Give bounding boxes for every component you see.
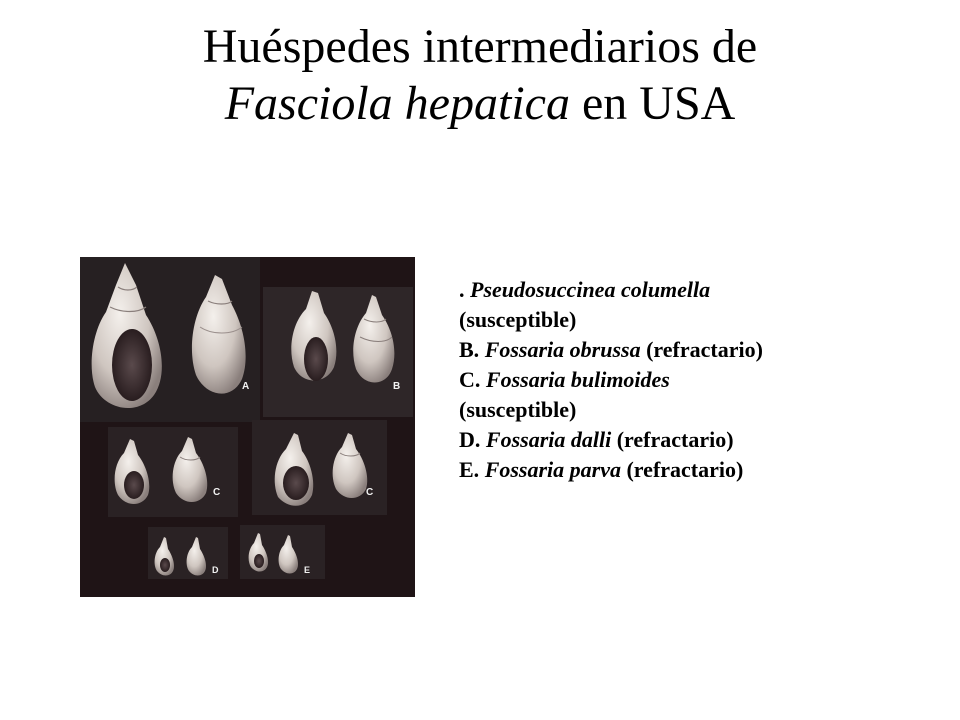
caption-line-7 <box>459 455 939 485</box>
title-location: en USA <box>569 77 736 130</box>
slide-title <box>0 18 960 132</box>
title-species: Fasciola hepatica <box>224 77 570 130</box>
caption-prefix: D. <box>459 427 486 452</box>
panel-label-c2: C <box>366 487 374 498</box>
caption-line-1 <box>459 275 939 305</box>
title-line-1: Huéspedes intermediarios de <box>202 20 758 73</box>
panel-label-e: E <box>304 565 311 575</box>
caption-species: Fossaria bulimoides <box>485 367 670 392</box>
caption-suffix: (refractario) <box>640 337 763 362</box>
panel-label-d: D <box>212 565 219 575</box>
panel-label-a: A <box>242 381 250 392</box>
caption-species: Pseudosuccinea columella <box>470 277 711 302</box>
caption-suffix: (refractario) <box>620 457 744 482</box>
snail-shells-illustration <box>80 257 415 597</box>
caption-species: Fossaria parva <box>484 457 621 482</box>
snail-shells-photo <box>80 257 415 597</box>
caption-prefix: E. <box>459 457 485 482</box>
caption-species: Fossaria dalli <box>485 427 612 452</box>
caption-suffix: (susceptible) <box>459 397 577 422</box>
caption-suffix: (refractario) <box>611 427 734 452</box>
caption-line-5 <box>459 395 939 425</box>
species-caption-list <box>459 275 939 485</box>
caption-prefix: . <box>459 277 470 302</box>
panel-label-c1: C <box>213 487 221 498</box>
caption-suffix: (susceptible) <box>459 307 577 332</box>
caption-line-3 <box>459 335 939 365</box>
caption-species: Fossaria obrussa <box>484 337 641 362</box>
panel-c2-background <box>252 420 387 515</box>
title-line-2 <box>0 75 960 132</box>
caption-line-4 <box>459 365 939 395</box>
caption-line-6 <box>459 425 939 455</box>
caption-line-2 <box>459 305 939 335</box>
caption-prefix: C. <box>459 367 486 392</box>
caption-prefix: B. <box>459 337 485 362</box>
panel-label-b: B <box>393 381 401 392</box>
